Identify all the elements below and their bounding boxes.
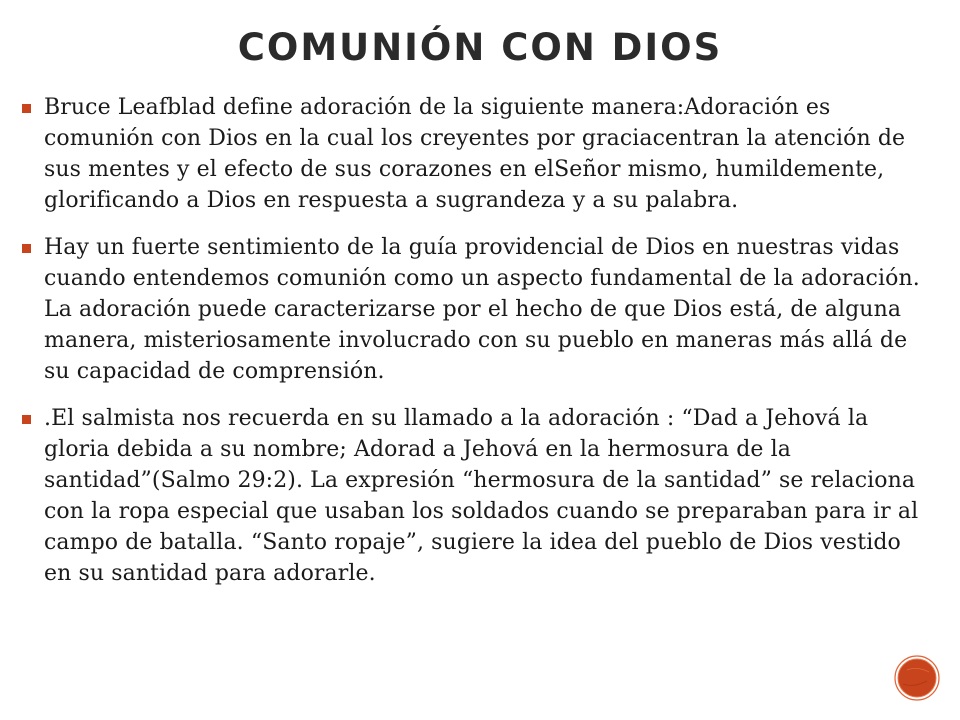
bullet-text: Bruce Leafblad define adoración de la siguiente manera:Adoración es comunión con Dios en la cual los creyentes por graciacentran la atención de sus mentes y el efecto de sus corazones en elSeñor mismo, humildemente, glorificando a Dios en respuesta a sugrandeza y a su palabra.: [44, 95, 906, 213]
bullet-text: .El salmista nos recuerda en su llamado a la adoración : “Dad a Jehová la gloria debida a su nombre; Adorad a Jehová en la hermosura de la santidad”(Salmo 29:2). La expresión “hermosura de la santidad” se relaciona con la ropa especial que usaban los soldados cuando se preparaban para ir al campo de batalla. “Santo ropaje”, sugiere la idea del pueblo de Dios vestido en su santidad para adorarle.: [44, 406, 919, 586]
square-bullet-icon: [22, 415, 44, 425]
bullet-text: Hay un fuerte sentimiento de la guía providencial de Dios en nuestras vidas cuando entendemos comunión como un aspecto fundamental de la adoración. La adoración puede caracterizarse por el hecho de que Dios está, de alguna manera, misteriosamente involucrado con su pueblo en maneras más allá de su capacidad de comprensión.: [44, 235, 920, 384]
orange-circle-icon: [893, 654, 941, 702]
slide-title: COMUNIÓN CON DIOS: [237, 26, 723, 69]
square-bullet-icon: [22, 244, 44, 254]
list-item: [22, 403, 922, 589]
square-bullet-icon: [22, 104, 44, 114]
list-item: [22, 92, 922, 216]
bullet-list: [22, 92, 922, 605]
list-item: [22, 232, 922, 387]
